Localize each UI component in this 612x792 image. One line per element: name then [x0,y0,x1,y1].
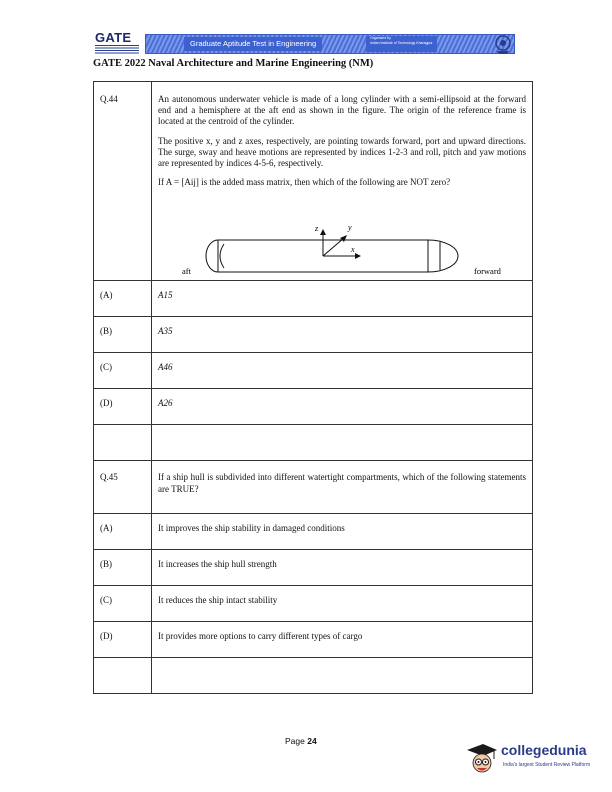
q44-paragraph-2: The positive x, y and z axes, respectively, are pointing towards forward, port and upward directions. The surge, sway and heave motions are represented by indices 1-2-3 and roll, pitch and yaw motions are represented by indices 4-5-6, respectively. [158,135,526,169]
aft-label: aft [182,266,191,277]
empty-cell [94,658,152,694]
option-label: (D) [94,389,152,425]
forward-label: forward [474,266,501,277]
page-label: Page [285,736,305,746]
q45-question-text: If a ship hull is subdivided into different watertight compartments, which of the following statements are TRUE? [152,461,533,514]
q44-paragraph-3: If A = [Aij] is the added mass matrix, then which of the following are NOT zero? [158,177,451,188]
option-text: A35 [152,317,533,353]
q45-number: Q.45 [94,461,152,514]
x-axis-arrow-icon [355,253,361,259]
auv-diagram [158,196,528,276]
option-label: (C) [94,353,152,389]
option-label: (B) [94,550,152,586]
y-axis-label: y [348,223,352,233]
q45-option-a-row[interactable] [94,514,533,550]
spacer-row [94,425,533,461]
organized-by-label: Organised by [370,36,391,40]
q44-option-b-row[interactable] [94,317,533,353]
aft-bracket [220,244,224,268]
banner-organizer [366,36,437,52]
q45-option-d-row[interactable] [94,622,533,658]
question-table [93,81,533,694]
gate-logo-stripes [95,45,139,54]
empty-cell [152,658,533,694]
q45-option-c-row[interactable] [94,586,533,622]
option-label: (D) [94,622,152,658]
q44-option-c-row[interactable] [94,353,533,389]
q44-question-row [94,82,533,281]
option-text: A15 [152,281,533,317]
brand-tagline: India's largest Student Review Platform [503,762,591,768]
banner-title: Graduate Aptitude Test in Engineering [184,37,322,51]
empty-cell [94,425,152,461]
auv-figure [158,196,528,276]
option-label: (B) [94,317,152,353]
y-axis-line [323,238,344,256]
q44-option-a-row[interactable] [94,281,533,317]
option-label: (A) [94,514,152,550]
page-number [285,736,317,746]
option-text: It increases the ship hull strength [152,550,533,586]
x-axis-label: x [351,245,355,255]
option-text: A26 [152,389,533,425]
z-axis-label: z [315,224,319,234]
empty-cell [152,425,533,461]
q45-option-b-row[interactable] [94,550,533,586]
document-title: GATE 2022 Naval Architecture and Marine Engineering (NM) [93,58,374,69]
z-axis-arrow-icon [320,229,326,235]
gate-logo-text: GATE [95,30,132,45]
brand-name: collegedunia [501,742,587,758]
q44-option-d-row[interactable] [94,389,533,425]
option-label: (C) [94,586,152,622]
q45-question-row [94,461,533,514]
graduate-mascot-icon [463,740,499,776]
page-header [93,30,520,58]
option-text: A46 [152,353,533,389]
gate-banner [145,34,515,54]
aft-hemisphere [206,240,218,272]
option-text: It provides more options to carry different types of cargo [152,622,533,658]
page-number-value: 24 [307,736,317,746]
iit-emblem-icon [494,35,512,55]
spacer-row [94,658,533,694]
option-text: It reduces the ship intact stability [152,586,533,622]
q44-number: Q.44 [94,82,152,281]
option-text: It improves the ship stability in damaged conditions [152,514,533,550]
q44-paragraph-1: An autonomous underwater vehicle is made of a long cylinder with a semi-ellipsoid at the forward end and a hemisphere at the aft end as shown in the figure. The origin of the reference frame is located at the centroid of the cylinder. [158,94,526,127]
gate-logo [93,30,141,56]
organizer-name: Indian Institute of Technology Kharagpur [370,41,433,45]
option-label: (A) [94,281,152,317]
forward-ellipsoid [428,240,458,272]
collegedunia-logo[interactable] [463,740,603,780]
q44-body [152,82,533,281]
